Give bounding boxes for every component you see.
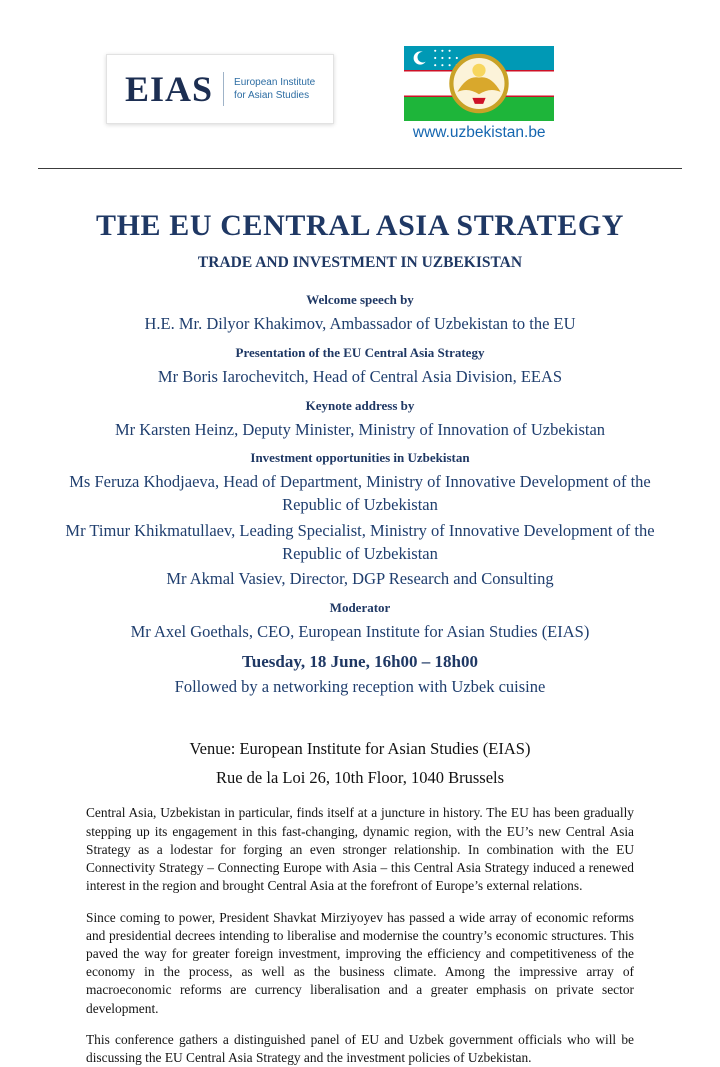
venue-address: Rue de la Loi 26, 10th Floor, 1040 Brussels bbox=[215, 767, 505, 787]
agenda-speaker: Ms Feruza Khodjaeva, Head of Department, Ministry of Innovative Development of the Republic of Uzbekistan bbox=[69, 472, 651, 515]
agenda-heading: Presentation of the EU Central Asia Strategy bbox=[235, 344, 485, 360]
paragraph: Since coming to power, President Shavkat Mirziyoyev has passed a wide array of economic reforms and presidential decrees intending to liberalise and modernise the country’s economic structures. This paved the way for greater foreign investment, improving the efficiency and competitiveness of the economy in the process, as well as the business climate. Among the impressive array of macroeconomic reforms are currency liberalisation and a greater emphasis on private sector development. bbox=[86, 909, 634, 1016]
eias-name-line2: for Asian Studies bbox=[234, 90, 310, 101]
header-divider bbox=[38, 168, 682, 169]
uzbekistan-url-link[interactable]: www.uzbekistan.be bbox=[412, 124, 546, 141]
main-content bbox=[0, 209, 720, 792]
agenda-speaker: Mr Akmal Vasiev, Director, DGP Research and Consulting bbox=[166, 569, 554, 589]
venue-block bbox=[0, 735, 720, 793]
agenda-speaker: H.E. Mr. Dilyor Khakimov, Ambassador of Uzbekistan to the EU bbox=[144, 314, 576, 333]
eias-name-line1: European Institute bbox=[234, 77, 316, 88]
eias-logo-divider bbox=[223, 72, 224, 106]
page-subtitle: TRADE AND INVESTMENT IN UZBEKISTAN bbox=[197, 254, 523, 271]
description bbox=[0, 804, 720, 1067]
agenda-speaker: Followed by a networking reception with Uzbek cuisine bbox=[174, 676, 546, 696]
paragraph: This conference gathers a distinguished panel of EU and Uzbek government officials who will be discussing the EU Central Asia Strategy and the investment policies of Uzbekistan. bbox=[86, 1031, 634, 1066]
page-title: THE EU CENTRAL ASIA STRATEGY bbox=[95, 209, 625, 242]
agenda-speaker: Mr Timur Khikmatullaev, Leading Specialist, Ministry of Innovative Development of the Republic of Uzbekistan bbox=[65, 520, 655, 563]
uzbekistan-logo-block bbox=[404, 46, 554, 142]
eias-acronym: EIAS bbox=[125, 69, 214, 109]
eias-logo bbox=[106, 54, 334, 124]
state-emblem-icon bbox=[452, 56, 507, 111]
agenda-speaker: Mr Axel Goethals, CEO, European Institute for Asian Studies (EIAS) bbox=[130, 622, 590, 642]
agenda-heading: Keynote address by bbox=[305, 397, 415, 413]
agenda-speaker: Mr Boris Iarochevitch, Head of Central Asia Division, EEAS bbox=[157, 366, 563, 386]
paragraph: Central Asia, Uzbekistan in particular, finds itself at a juncture in history. The EU has been gradually stepping up its engagement in this fast-changing, dynamic region, with the EU’s new Central Asia Strategy as a lodestar for forging an even stronger relationship. In combination with the EU Connectivity Strategy – Connecting Europe with Asia – this Central Asia Strategy induced a renewed interest in the region and brought Central Asia at the forefront of Europe’s external relations. bbox=[86, 805, 634, 894]
event-datetime: Tuesday, 18 June, 16h00 – 18h00 bbox=[241, 651, 479, 671]
eias-name bbox=[234, 76, 315, 102]
venue-name: Venue: European Institute for Asian Studies (EIAS) bbox=[189, 738, 531, 758]
agenda-heading: Welcome speech by bbox=[306, 292, 414, 307]
header bbox=[0, 0, 720, 142]
agenda-heading: Investment opportunities in Uzbekistan bbox=[250, 450, 470, 466]
agenda-heading: Moderator bbox=[329, 600, 391, 616]
uzbekistan-flag bbox=[404, 46, 554, 121]
agenda bbox=[0, 292, 720, 699]
agenda-speaker: Mr Karsten Heinz, Deputy Minister, Ministry of Innovation of Uzbekistan bbox=[114, 419, 606, 439]
